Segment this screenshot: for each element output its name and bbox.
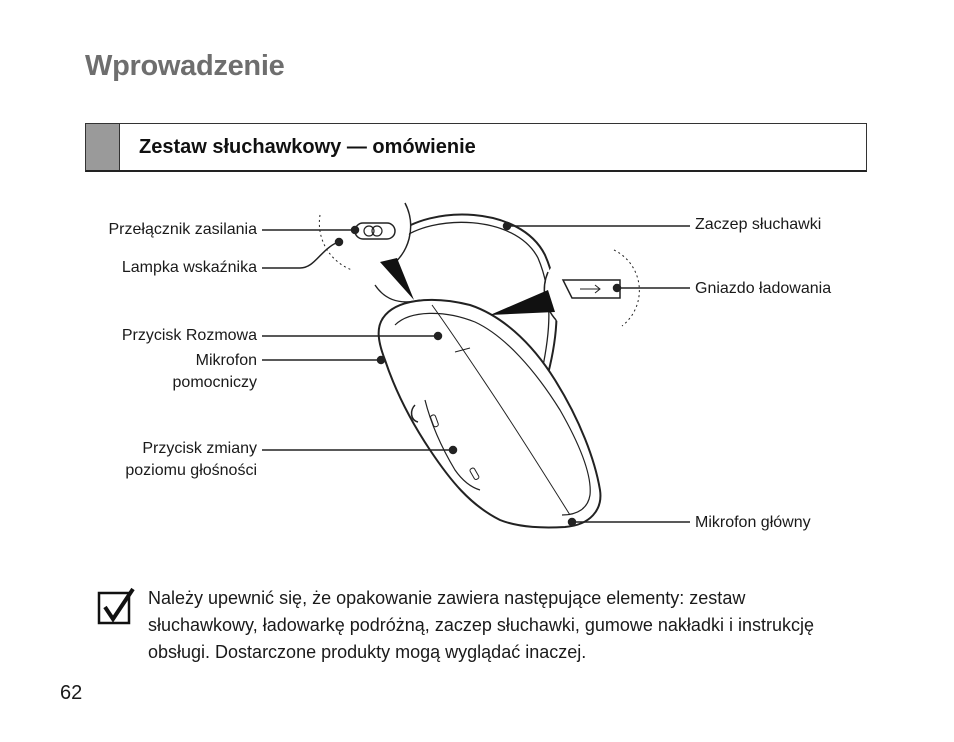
callout-main-mic: Mikrofon główny [695, 514, 811, 531]
zoom-pointer-1 [380, 258, 414, 300]
callout-ear-hook: Zaczep słuchawki [695, 216, 822, 233]
section-title: Zestaw słuchawkowy — omówienie [139, 136, 476, 158]
callout-volume-line1: Przycisk zmiany [142, 440, 257, 457]
callout-indicator-light: Lampka wskaźnika [121, 259, 257, 276]
callout-charging-jack: Gniazdo ładowania [695, 280, 832, 297]
page-title: Wprowadzenie [85, 50, 285, 82]
callout-aux-mic-line1: Mikrofon [195, 352, 257, 369]
page-number: 62 [60, 682, 83, 704]
callout-power-switch: Przełącznik zasilania [108, 221, 257, 238]
callout-volume-line2: poziomu głośności [125, 462, 257, 479]
zoom-pointer-2 [490, 290, 555, 315]
callout-talk-button: Przycisk Rozmowa [121, 327, 257, 344]
callout-aux-mic [173, 350, 257, 394]
note-text: Należy upewnić się, że opakowanie zawiera następujące elementy: zestaw słuchawkowy, ładowarkę podróżną, zaczep słuchawki, gumowe nakładki i instrukcję obsługi. Dostarczone produkty mogą wyglądać inaczej. [148, 588, 814, 662]
power-switch-icon [355, 223, 395, 239]
callout-aux-mic-line2: pomocniczy [172, 374, 257, 391]
checkmark-box-icon [97, 587, 137, 627]
callout-volume-button [125, 438, 257, 482]
